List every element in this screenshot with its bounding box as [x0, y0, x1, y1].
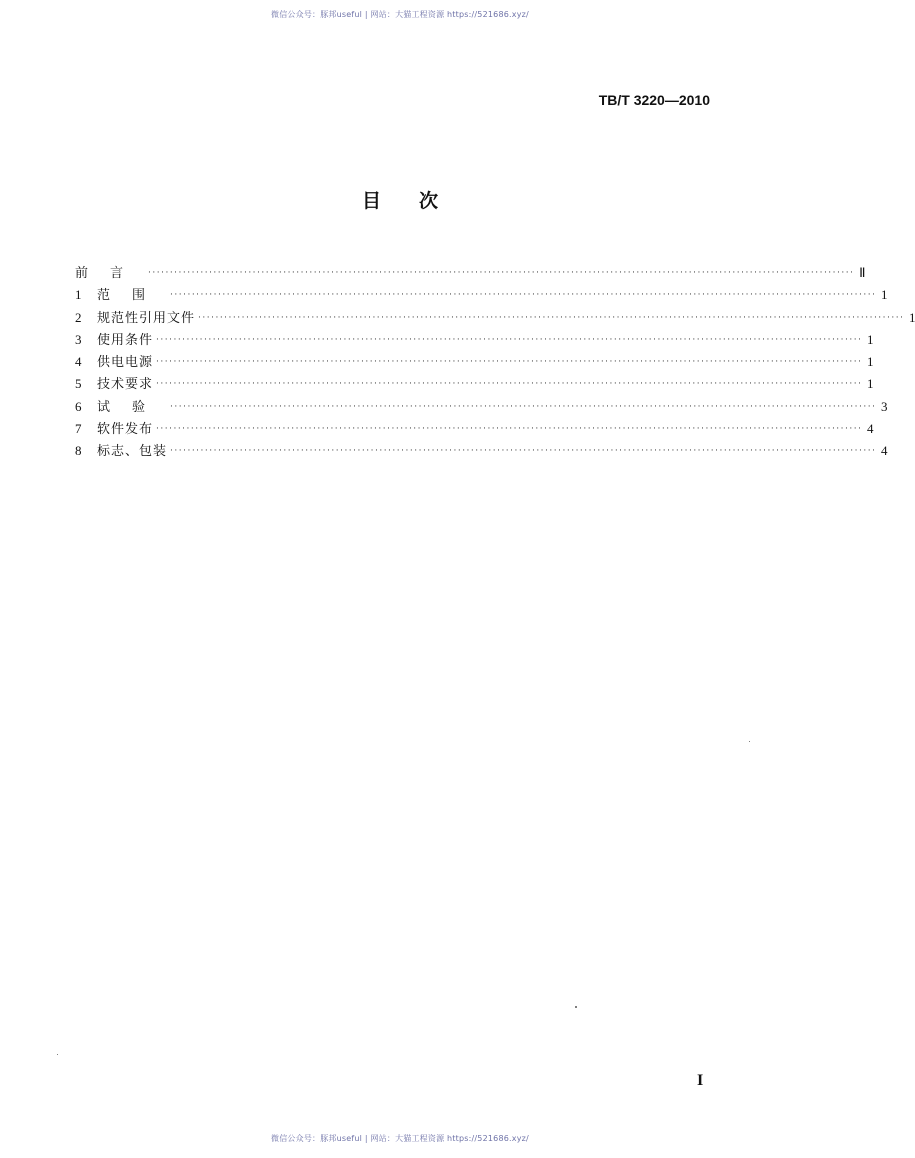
- toc-item-scope[interactable]: [75, 284, 888, 306]
- toc-item-foreword[interactable]: [75, 262, 866, 284]
- toc-item-page: 1: [866, 376, 874, 392]
- toc-item-page: 1: [880, 287, 888, 303]
- toc-item-software-release[interactable]: [75, 418, 874, 440]
- toc-item-number: 7: [75, 421, 82, 437]
- toc-item-label: 供电电源: [97, 355, 154, 371]
- toc-item-number: 3: [75, 331, 82, 347]
- toc-item-label: 标志、包装: [97, 444, 168, 460]
- toc-item-label: 软件发布: [97, 422, 154, 438]
- toc-item-page: 4: [866, 421, 874, 437]
- toc-item-marking-packaging[interactable]: [75, 440, 888, 462]
- toc-item-page: 3: [880, 398, 888, 414]
- leader-dots: ··································································································································································: [156, 357, 863, 368]
- toc-item-page: 1: [866, 354, 874, 370]
- toc-item-number: 2: [75, 309, 82, 325]
- toc-item-number: 6: [75, 398, 82, 414]
- leader-dots: ··································································································································································: [156, 379, 863, 390]
- toc-item-label: 规范性引用文件: [97, 310, 196, 326]
- scan-speck: [749, 741, 750, 742]
- toc-item-page: 1: [908, 309, 915, 325]
- toc-item-label: 使用条件: [97, 332, 154, 348]
- toc-item-number: 4: [75, 354, 82, 370]
- bottom-watermark: 微信公众号：豚邦useful | 网站：大猫工程资源 https://521686.xyz/: [271, 1134, 529, 1143]
- toc-item-power-supply[interactable]: [75, 351, 874, 373]
- toc-item-conditions-of-use[interactable]: [75, 329, 874, 351]
- toc-item-number: 5: [75, 376, 82, 392]
- leader-dots: ··································································································································································: [198, 312, 905, 323]
- toc-item-label: 技术要求: [97, 377, 154, 393]
- leader-dots: ··································································································································································: [170, 290, 877, 301]
- toc-title: 目次: [361, 190, 476, 212]
- leader-dots: ··································································································································································: [170, 401, 877, 412]
- toc-item-page: Ⅱ: [859, 265, 866, 280]
- page-folio: I: [697, 1072, 704, 1089]
- standard-number: TB/T 3220—2010: [598, 92, 710, 108]
- leader-dots: ··································································································································································: [148, 268, 855, 278]
- table-of-contents: [75, 262, 915, 463]
- top-watermark: 微信公众号：豚邦useful | 网站：大猫工程资源 https://521686.xyz/: [271, 10, 529, 19]
- leader-dots: ··································································································································································: [156, 424, 863, 435]
- toc-item-normative-references[interactable]: [75, 307, 915, 329]
- leader-dots: ··································································································································································: [170, 446, 877, 457]
- toc-item-technical-requirements[interactable]: [75, 373, 874, 395]
- toc-item-tests[interactable]: [75, 396, 888, 418]
- toc-item-number: 1: [75, 287, 82, 303]
- toc-item-page: 4: [880, 443, 888, 459]
- toc-item-label: 前言: [75, 266, 146, 281]
- scan-speck: [57, 1054, 58, 1055]
- toc-item-label: 试验: [97, 399, 168, 415]
- toc-item-page: 1: [866, 331, 874, 347]
- scan-speck: [575, 1006, 577, 1008]
- leader-dots: ··································································································································································: [156, 334, 863, 345]
- toc-item-label: 范围: [97, 288, 168, 304]
- toc-item-number: 8: [75, 443, 82, 459]
